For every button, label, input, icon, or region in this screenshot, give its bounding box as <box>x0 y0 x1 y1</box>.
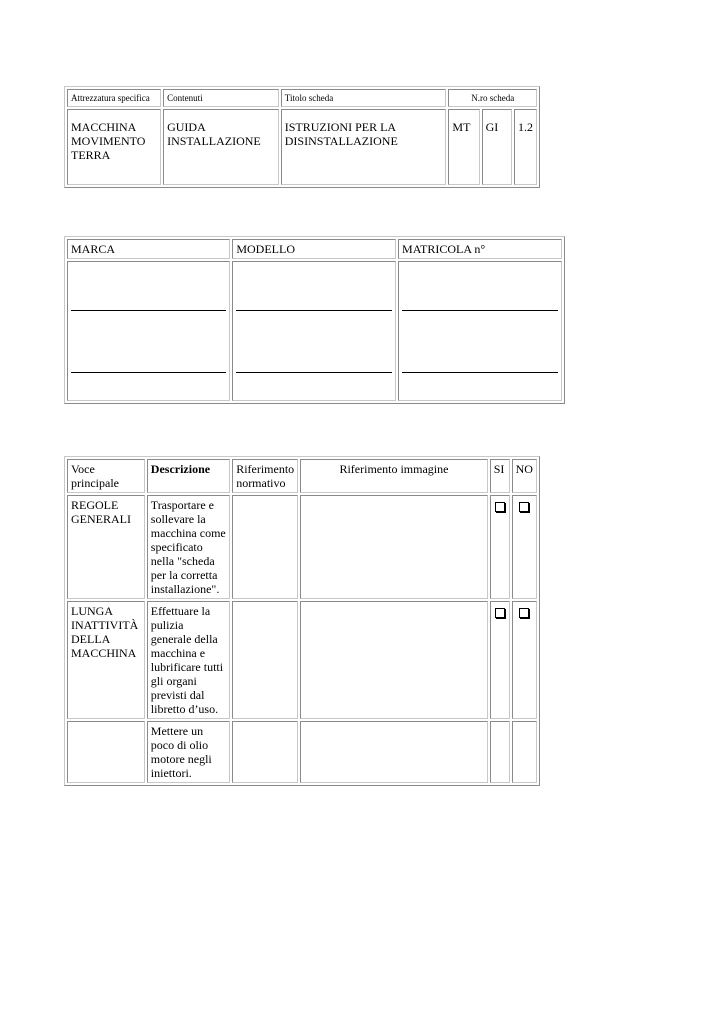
col-matricola: MATRICOLA n° <box>398 239 562 259</box>
marca-line-1 <box>71 310 226 311</box>
col-rif-normativo: Riferimento normativo <box>232 459 298 493</box>
no-checkbox[interactable] <box>519 502 529 512</box>
machine-table <box>64 236 565 404</box>
value-attrezzatura: MACCHINA MOVIMENTO TERRA <box>67 109 161 185</box>
col-titolo: Titolo scheda <box>281 89 447 107</box>
table-row <box>67 495 537 599</box>
voce-cell: LUNGA INATTIVITÀ DELLA MACCHINA <box>67 601 145 719</box>
si-checkbox[interactable] <box>495 502 505 512</box>
descrizione-cell: Mettere un poco di olio motore negli iniettori. <box>147 721 230 783</box>
no-cell <box>512 495 537 599</box>
rif-normativo-cell <box>232 721 298 783</box>
col-no: NO <box>512 459 537 493</box>
si-checkbox[interactable] <box>495 608 505 618</box>
code-gi: GI <box>482 109 512 185</box>
si-cell <box>490 721 510 783</box>
descrizione-cell: Effettuare la pulizia generale della macchina e lubrificare tutti gli organi previsti dal libretto d’uso. <box>147 601 230 719</box>
col-modello: MODELLO <box>232 239 396 259</box>
si-cell <box>490 495 510 599</box>
rif-normativo-cell <box>232 495 298 599</box>
col-contenuti: Contenuti <box>163 89 279 107</box>
rif-immagine-cell <box>300 495 488 599</box>
col-descrizione: Descrizione <box>147 459 230 493</box>
rif-immagine-cell <box>300 601 488 719</box>
modello-line-2 <box>236 372 392 373</box>
descrizione-cell: Trasportare e sollevare la macchina come specificato nella "scheda per la corretta installazione". <box>147 495 230 599</box>
modello-field[interactable] <box>232 261 396 401</box>
matricola-field[interactable] <box>398 261 562 401</box>
voce-cell <box>67 721 145 783</box>
code-num: 1.2 <box>514 109 537 185</box>
col-voce: Voce principale <box>67 459 145 493</box>
value-titolo: ISTRUZIONI PER LA DISINSTALLAZIONE <box>281 109 447 185</box>
table-row <box>67 721 537 783</box>
value-contenuti: GUIDA INSTALLAZIONE <box>163 109 279 185</box>
col-rif-immagine: Riferimento immagine <box>300 459 488 493</box>
col-marca: MARCA <box>67 239 230 259</box>
rif-normativo-cell <box>232 601 298 719</box>
matricola-line-2 <box>402 372 558 373</box>
code-mt: MT <box>448 109 479 185</box>
col-attrezzatura: Attrezzatura specifica <box>67 89 161 107</box>
no-checkbox[interactable] <box>519 608 529 618</box>
checklist-table <box>64 456 540 786</box>
table-row <box>67 601 537 719</box>
no-cell <box>512 721 537 783</box>
modello-line-1 <box>236 310 392 311</box>
no-cell <box>512 601 537 719</box>
voce-cell: REGOLE GENERALI <box>67 495 145 599</box>
matricola-line-1 <box>402 310 558 311</box>
col-si: SI <box>490 459 510 493</box>
col-nro-scheda: N.ro scheda <box>448 89 537 107</box>
si-cell <box>490 601 510 719</box>
rif-immagine-cell <box>300 721 488 783</box>
marca-line-2 <box>71 372 226 373</box>
marca-field[interactable] <box>67 261 230 401</box>
header-table <box>64 86 540 188</box>
